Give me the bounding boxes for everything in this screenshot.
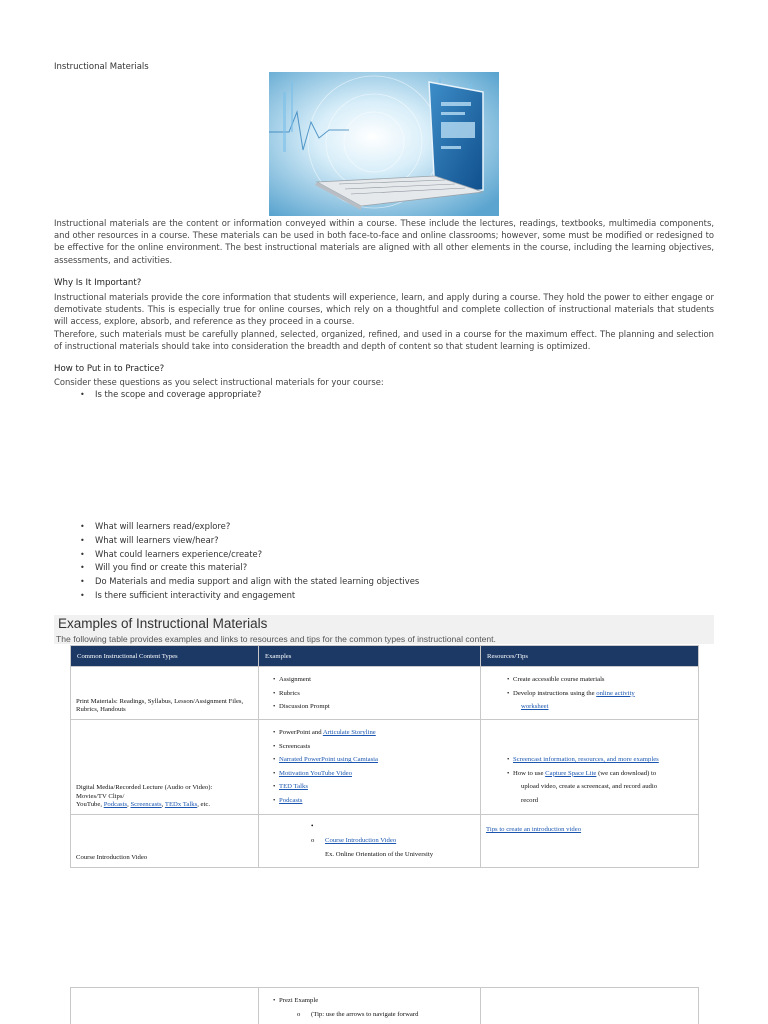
page-title: Instructional Materials [54,62,149,72]
list-item: • How to use Capture Space Lite (we can download) to [507,769,657,777]
example-note: Ex. Online Orientation of the University [325,851,434,858]
column-header: Examples [259,646,481,667]
first-question-list [80,388,261,402]
list-item: • What will learners read/explore? [80,520,419,534]
examples-list [273,673,330,714]
why-heading: Why Is It Important? [54,278,142,288]
practice-intro: Consider these questions as you select instructional materials for your course: [54,377,384,387]
podcasts-example-link[interactable]: Podcasts [279,796,303,804]
list-item: • Motivation YouTube Video [273,769,352,777]
list-item [507,700,635,714]
table-row [71,720,699,815]
questions-list [80,520,419,603]
table-cell [71,988,259,1024]
list-item: • Is there sufficient interactivity and engagement [80,589,419,603]
list-item: upload video, create a screencast, and record audio [521,783,658,791]
list-item: • Podcasts [273,796,303,804]
examples-list [273,726,378,808]
intro-paragraph: Instructional materials are the content or information conveyed within a course. These include the lectures, readings, textbooks, multimedia components, and other resources in a course. These materials can be used in both face-to-face and online classrooms; however, some must be modified or redesigned to be effective for the online environment. The best instructional materials are aligned with all other elements in the course, including the learning objectives, assessments, and activities. [54,218,714,265]
list-item: record [521,796,539,804]
worksheet-link[interactable]: worksheet [521,703,549,711]
screencasts-link[interactable]: Screencasts [130,801,162,809]
examples-list [273,994,418,1021]
list-item: • Prezi Example [273,997,319,1004]
list-item: • What could learners experience/create? [80,548,419,562]
tips-list [507,673,635,714]
table-cell [481,815,699,868]
table-cell [259,667,481,720]
list-item: • Create accessible course materials [507,676,605,683]
table-row [71,988,699,1024]
list-item: • TED Talks [273,783,308,791]
list-item: • Develop instructions using the online activity [507,689,635,697]
course-intro-video-link[interactable]: Course Introduction Video [325,837,397,844]
practice-heading: How to Put in to Practice? [54,364,165,374]
content-type-label: Digital Media/Recorded Lecture (Audio or Video): Movies/TV Clips/ YouTube, Podcasts, Screencasts, TEDx Talks, etc. [76,784,213,809]
list-item: • Screencast information, resources, and more examples [507,756,659,763]
tips-list [507,753,659,807]
content-type-label: Course Introduction Video [76,854,148,862]
instructional-materials-table [70,645,699,868]
intro-video-tips-link[interactable]: Tips to create an introduction video [486,826,582,833]
column-header: Resources/Tips [481,646,699,667]
tedx-talks-link[interactable]: TEDx Talks [164,801,198,809]
ted-talks-link[interactable]: TED Talks [279,783,308,791]
section-intro: The following table provides examples and links to resources and tips for the common types of instructional content. [56,634,496,644]
narrated-powerpoint-link[interactable]: Narrated PowerPoint using Camtasia [279,756,378,764]
table-cell [71,667,259,720]
list-item: • PowerPoint and Articulate Storyline [273,729,376,736]
list-item: • Is the scope and coverage appropriate? [80,388,261,402]
table-cell [71,720,259,815]
list-item: o (Tip: use the arrows to navigate forward [297,1010,419,1018]
table-row [71,815,699,868]
list-item: • What will learners view/hear? [80,534,419,548]
table-cell [481,667,699,720]
list-item: • Narrated PowerPoint using Camtasia [273,756,378,764]
bullet-marker: • [311,822,314,830]
screencast-info-link[interactable]: Screencast information, resources, and more examples [513,756,659,763]
table-cell [259,720,481,815]
list-item: • Assignment [273,676,311,683]
list-item: • Screencasts [273,742,311,750]
table-row [71,667,699,720]
section-title: Examples of Instructional Materials [58,616,268,631]
table-cell [71,815,259,868]
table-cell [481,988,699,1024]
podcasts-link[interactable]: Podcasts [103,801,128,809]
hero-image [269,72,499,216]
online-activity-link[interactable]: online activity [596,689,635,697]
table-cell [259,988,481,1024]
list-item: • Do Materials and media support and align with the stated learning objectives [80,575,419,589]
why-paragraph-2: Therefore, such materials must be carefully planned, selected, organized, refined, and used in a course for the maximum effect. The planning and selection of instructional materials should take into consideration the breadth and depth of content so that student learning is optimized. [54,329,714,352]
list-item: • Will you find or create this material? [80,561,419,575]
content-type-label: Print Materials: Readings, Syllabus, Lesson/Assignment Files, Rubrics, Handouts [76,697,244,714]
column-header: Common Instructional Content Types [71,646,259,667]
list-item: o Course Introduction Video [311,837,397,844]
why-paragraph-1: Instructional materials provide the core information that students will experience, learn, and apply during a course. They hold the power to either engage or demotivate students. This is especially true for online courses, which rely on a thoughtful and complete collection of instructional materials that students will access, explore, absorb, and reference as they proceed in a course. [54,292,714,327]
articulate-storyline-link[interactable]: Articulate Storyline [322,729,376,736]
table-header-row [71,646,699,667]
table-cell [259,815,481,868]
motivation-youtube-link[interactable]: Motivation YouTube Video [279,769,352,777]
list-item: • Discussion Prompt [273,703,330,711]
instructional-materials-table-continued [70,987,699,1024]
laptop-illustration-icon [269,72,499,216]
list-item: • Rubrics [273,689,300,697]
capture-space-lite-link[interactable]: Capture Space Lite [545,769,597,777]
table-cell [481,720,699,815]
